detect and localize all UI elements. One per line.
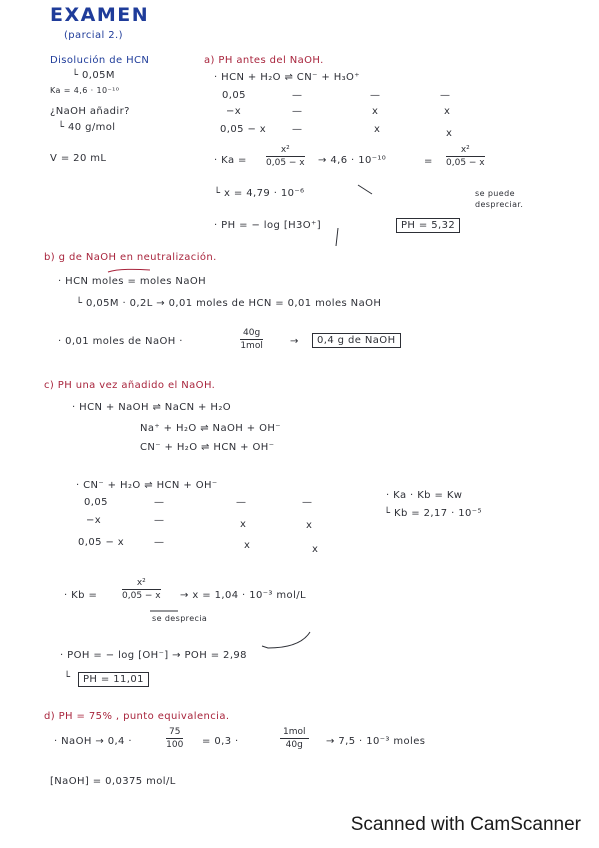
part-c-t3-c2: — (154, 537, 165, 548)
exam-title: EXAMEN (50, 4, 150, 26)
given-volume: V = 20 mL (50, 153, 107, 164)
part-a-row3-c2: — (292, 124, 303, 135)
part-d-f1-den: 100 (166, 740, 184, 750)
given-ka: Ka = 4,6 · 10⁻¹⁰ (50, 86, 120, 95)
part-b-line3: · 0,01 moles de NaOH · (58, 336, 183, 347)
part-a-row2-c1: −x (226, 106, 242, 117)
part-b-line1: · HCN moles = moles NaOH (58, 276, 207, 287)
part-d-line2: [NaOH] = 0,0375 mol/L (50, 776, 176, 787)
part-d-f1-num: 75 (166, 727, 183, 739)
part-c-reaction-3: CN⁻ + H₂O ⇌ HCN + OH⁻ (140, 442, 275, 453)
part-c-t2-c2: — (154, 515, 165, 526)
part-a-ph-equation: · PH = − log [H3O⁺] (214, 220, 322, 231)
part-a-row1-c2: — (292, 90, 303, 101)
part-a-row3-c3: x (374, 124, 381, 135)
part-d-fraction-2 (280, 727, 309, 750)
part-b-fraction (240, 328, 263, 351)
exam-subtitle: (parcial 2.) (64, 30, 123, 41)
part-c-t1-c2: — (154, 497, 165, 508)
part-b-frac-den: 1mol (240, 341, 263, 351)
given-question: ¿NaOH añadir? (50, 106, 130, 117)
part-c-t3-c1: 0,05 − x (78, 537, 125, 548)
part-c-kb-fraction (122, 578, 161, 601)
part-c-kb-value: └ Kb = 2,17 · 10⁻⁵ (384, 508, 482, 519)
part-d-f2-num: 1mol (280, 727, 309, 739)
part-a-reaction: · HCN + H₂O ⇌ CN⁻ + H₃O⁺ (214, 72, 360, 83)
part-c-t3-c4: x (312, 544, 319, 555)
part-a-x-value: └ x = 4,79 · 10⁻⁶ (214, 188, 305, 199)
part-a-row1-c4: — (440, 90, 451, 101)
part-c-reaction-2: Na⁺ + H₂O ⇌ NaOH + OH⁻ (140, 423, 281, 434)
part-d-fraction-1 (166, 727, 183, 750)
part-d-line1c: → 7,5 · 10⁻³ moles (326, 736, 426, 747)
part-c-heading: c) PH una vez añadido el NaOH. (44, 380, 216, 391)
part-b-line2: └ 0,05M · 0,2L → 0,01 moles de HCN = 0,01 moles NaOH (76, 298, 382, 309)
camscanner-watermark: Scanned with CamScanner (350, 814, 581, 835)
part-d-f2-den: 40g (285, 740, 303, 750)
given-dissolution: Disolución de HCN (50, 55, 150, 66)
part-b-result: 0,4 g de NaOH (312, 333, 401, 348)
part-b-arrow: → (290, 336, 299, 347)
part-a-row1-c1: 0,05 (222, 90, 246, 101)
part-c-kw-relation: · Ka · Kb = Kw (386, 490, 463, 501)
given-concentration: └ 0,05M (72, 70, 115, 81)
part-a-row2-c4: x (444, 106, 451, 117)
part-a-ka-eq: → 4,6 · 10⁻¹⁰ (318, 155, 387, 166)
part-c-t2-c1: −x (86, 515, 102, 526)
part-c-ph-result: PH = 11,01 (78, 672, 149, 687)
part-d-heading: d) PH = 75% , punto equivalencia. (44, 711, 230, 722)
part-a-ka-fraction (266, 145, 305, 168)
part-c-t2-c4: x (306, 520, 313, 531)
part-c-t1-c3: — (236, 497, 247, 508)
part-a-row3-c4: x (446, 128, 453, 139)
part-a-row1-c3: — (370, 90, 381, 101)
part-a-despreciar-note: se puede despreciar. (475, 189, 524, 209)
part-c-desprecia-note: se desprecia (152, 614, 208, 623)
part-a-ka-den: 0,05 − x (266, 158, 305, 168)
part-c-t2-c3: x (240, 519, 247, 530)
part-c-t1-c1: 0,05 (84, 497, 108, 508)
given-molar-mass: └ 40 g/mol (58, 122, 116, 133)
part-b-frac-num: 40g (240, 328, 263, 340)
part-c-t3-c3: x (244, 540, 251, 551)
part-a-heading: a) PH antes del NaOH. (204, 55, 324, 66)
part-b-heading: b) g de NaOH en neutralización. (44, 252, 217, 263)
part-c-kb-lhs: · Kb = (64, 590, 98, 601)
part-a-ph-result: PH = 5,32 (396, 218, 460, 233)
part-a-row2-c3: x (372, 106, 379, 117)
part-c-kb-result: → x = 1,04 · 10⁻³ mol/L (180, 590, 306, 601)
part-a-row3-c1: 0,05 − x (220, 124, 267, 135)
part-a-ka-lhs: · Ka = (214, 155, 247, 166)
part-c-equilibrium: · CN⁻ + H₂O ⇌ HCN + OH⁻ (76, 480, 218, 491)
part-a-ka-fraction-2 (446, 145, 485, 168)
part-c-arrow: └ (64, 672, 71, 683)
part-a-ka-num-2: x² (446, 145, 485, 157)
part-a-row2-c2: — (292, 106, 303, 117)
part-d-line1b: = 0,3 · (202, 736, 239, 747)
part-a-ka-den-2: 0,05 − x (446, 158, 485, 168)
part-a-ka-eq2: = (424, 156, 433, 167)
part-c-kb-den: 0,05 − x (122, 591, 161, 601)
part-c-reaction-1: · HCN + NaOH ⇌ NaCN + H₂O (72, 402, 232, 413)
part-c-t1-c4: — (302, 497, 313, 508)
part-a-ka-num: x² (266, 145, 305, 157)
part-d-line1a: · NaOH → 0,4 · (54, 736, 132, 747)
scanner-footer (0, 800, 599, 848)
part-c-kb-num: x² (122, 578, 161, 590)
part-c-poh: · POH = − log [OH⁻] → POH = 2,98 (60, 650, 247, 661)
